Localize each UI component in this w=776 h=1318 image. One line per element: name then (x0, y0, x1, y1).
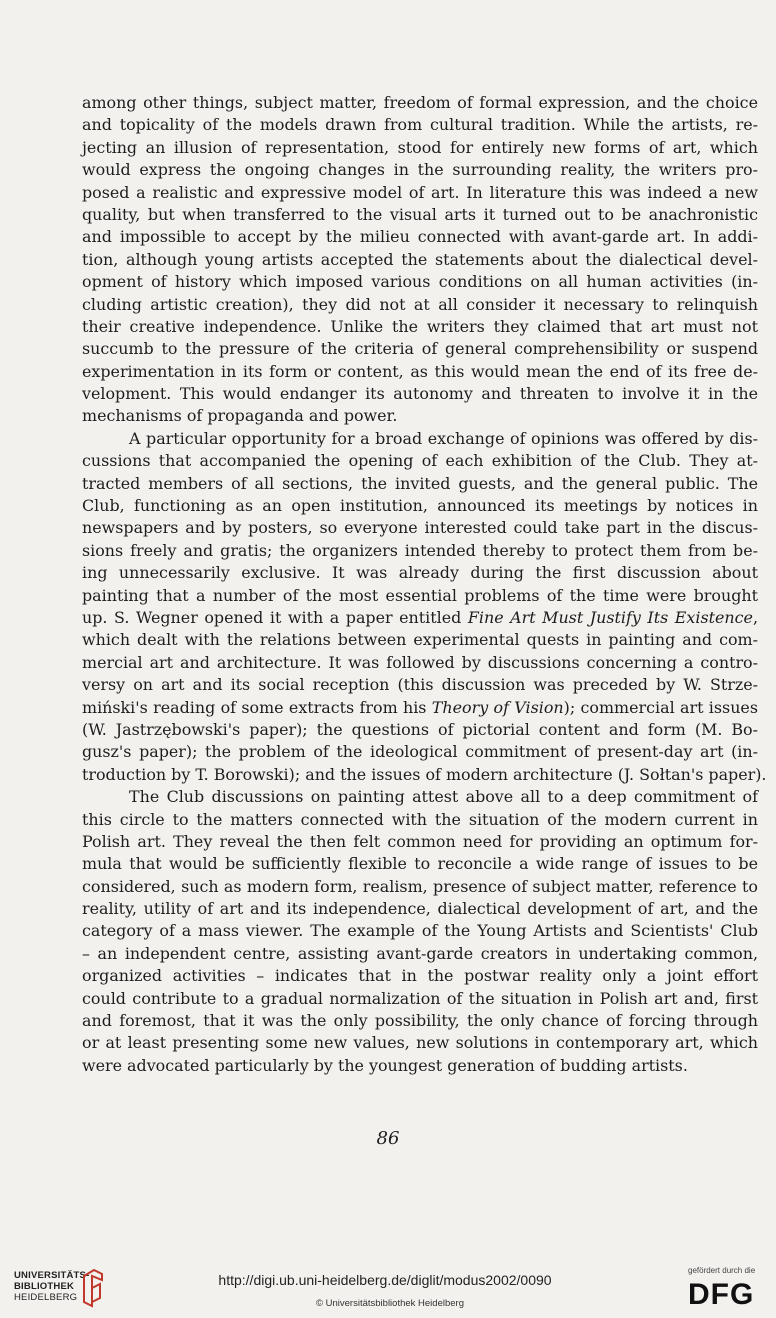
text-line: – an independent centre, assisting avant-garde creators in undertaking common, (82, 943, 758, 963)
page-number: 86 (376, 1128, 400, 1149)
text-line: succumb to the pressure of the criteria of general comprehensibility or suspend (82, 339, 758, 359)
text-line: (W. Jastrzębowski's paper); the questions of pictorial content and form (M. Bo- (82, 719, 758, 739)
text-line: and foremost, that it was the only possibility, the only chance of forcing through (82, 1011, 758, 1031)
dfg-logo: DFG (688, 1278, 755, 1311)
paragraph-start: A particular opportunity for a broad exchange of opinions was offered by dis- (129, 428, 758, 448)
text-line: Polish art. They reveal the then felt common need for providing an optimum for- (82, 831, 758, 851)
text-line: and topicality of the models drawn from cultural tradition. While the artists, re- (82, 115, 758, 135)
text-fragment: ); commercial art issues (563, 697, 758, 717)
text-line (82, 697, 758, 719)
text-line: could contribute to a gradual normalization of the situation in Polish art and, first (82, 988, 758, 1008)
text-line: velopment. This would endanger its autonomy and threaten to involve it in the (82, 384, 758, 404)
library-name (14, 1270, 89, 1303)
source-url-link[interactable]: http://digi.ub.uni-heidelberg.de/diglit/modus2002/0090 (218, 1272, 552, 1288)
text-line: painting that a number of the most essential problems of the time were brought (82, 585, 758, 605)
text-line: mechanisms of propaganda and power. (82, 406, 398, 426)
text-line: opment of history which imposed various conditions on all human activities (in- (82, 272, 758, 292)
text-line: cluding artistic creation), they did not at all consider it necessary to relinquish (82, 294, 758, 314)
text-line: experimentation in its form or content, as this would mean the end of its free de- (82, 361, 758, 381)
text-line: considered, such as modern form, realism, presence of subject matter, reference to (82, 876, 758, 896)
text-line: troduction by T. Borowski); and the issues of modern architecture (J. Sołtan's paper). (82, 764, 767, 784)
text-line: tracted members of all sections, the invited guests, and the general public. The (82, 473, 758, 493)
text-line: tion, although young artists accepted the statements about the dialectical devel- (82, 249, 758, 269)
digitization-footer (0, 1258, 776, 1318)
library-name-line: BIBLIOTHEK (14, 1281, 75, 1292)
text-line: reality, utility of art and its independence, dialectical development of art, and the (82, 899, 758, 919)
text-line: quality, but when transferred to the visual arts it turned out to be anachronistic (82, 204, 758, 224)
text-line: were advocated particularly by the youngest generation of budding artists. (82, 1055, 688, 1075)
library-logo-icon (80, 1268, 106, 1308)
text-fragment: , (752, 607, 758, 627)
text-line: category of a mass viewer. The example of the Young Artists and Scientists' Club (82, 921, 758, 941)
library-name-line: HEIDELBERG (14, 1292, 78, 1303)
text-fragment: up. S. Wegner opened it with a paper entitled (82, 607, 468, 627)
text-line: jecting an illusion of representation, stood for entirely new forms of art, which (82, 137, 758, 157)
text-line: sions freely and gratis; the organizers intended thereby to protect them from be- (82, 540, 758, 560)
text-line: or at least presenting some new values, new solutions in contemporary art, which (82, 1033, 758, 1053)
text-line: which dealt with the relations between experimental quests in painting and com- (82, 630, 758, 650)
book-title: Theory of Vision (431, 697, 564, 717)
text-line: gusz's paper); the problem of the ideological commitment of present-day art (in- (82, 742, 758, 762)
paragraph-start: The Club discussions on painting attest above all to a deep commitment of (129, 787, 758, 807)
text-line: would express the ongoing changes in the surrounding reality, the writers pro- (82, 160, 758, 180)
text-line: mula that would be sufficiently flexible to reconcile a wide range of issues to be (82, 854, 758, 874)
text-line: newspapers and by posters, so everyone interested could take part in the discus- (82, 518, 758, 538)
text-line: their creative independence. Unlike the writers they claimed that art must not (82, 316, 758, 336)
text-line: posed a realistic and expressive model of art. In literature this was indeed a new (82, 182, 758, 202)
text-line: versy on art and its social reception (this discussion was preceded by W. Strze- (82, 675, 758, 695)
text-line: Club, functioning as an open institution, announced its meetings by notices in (82, 496, 758, 516)
library-name-line: UNIVERSITÄTS- (14, 1270, 90, 1281)
text-fragment: miński's reading of some extracts from his (82, 697, 432, 717)
text-line: and impossible to accept by the milieu connected with avant-garde art. In addi- (82, 227, 758, 247)
copyright-notice: © Universitätsbibliothek Heidelberg (316, 1298, 464, 1309)
text-line: among other things, subject matter, freedom of formal expression, and the choice (82, 93, 758, 112)
text-line: cussions that accompanied the opening of each exhibition of the Club. They at- (82, 451, 758, 471)
text-line (82, 607, 758, 629)
text-line: ing unnecessarily exclusive. It was already during the first discussion about (82, 563, 758, 583)
body-text (82, 92, 767, 1077)
funding-caption: gefördert durch die (688, 1266, 756, 1275)
text-line: mercial art and architecture. It was followed by discussions concerning a contro- (82, 652, 758, 672)
book-title: Fine Art Must Justify Its Existence (467, 607, 753, 627)
text-line: organized activities – indicates that in the postwar reality only a joint effort (82, 966, 758, 986)
text-line: this circle to the matters connected with the situation of the modern current in (82, 809, 758, 829)
